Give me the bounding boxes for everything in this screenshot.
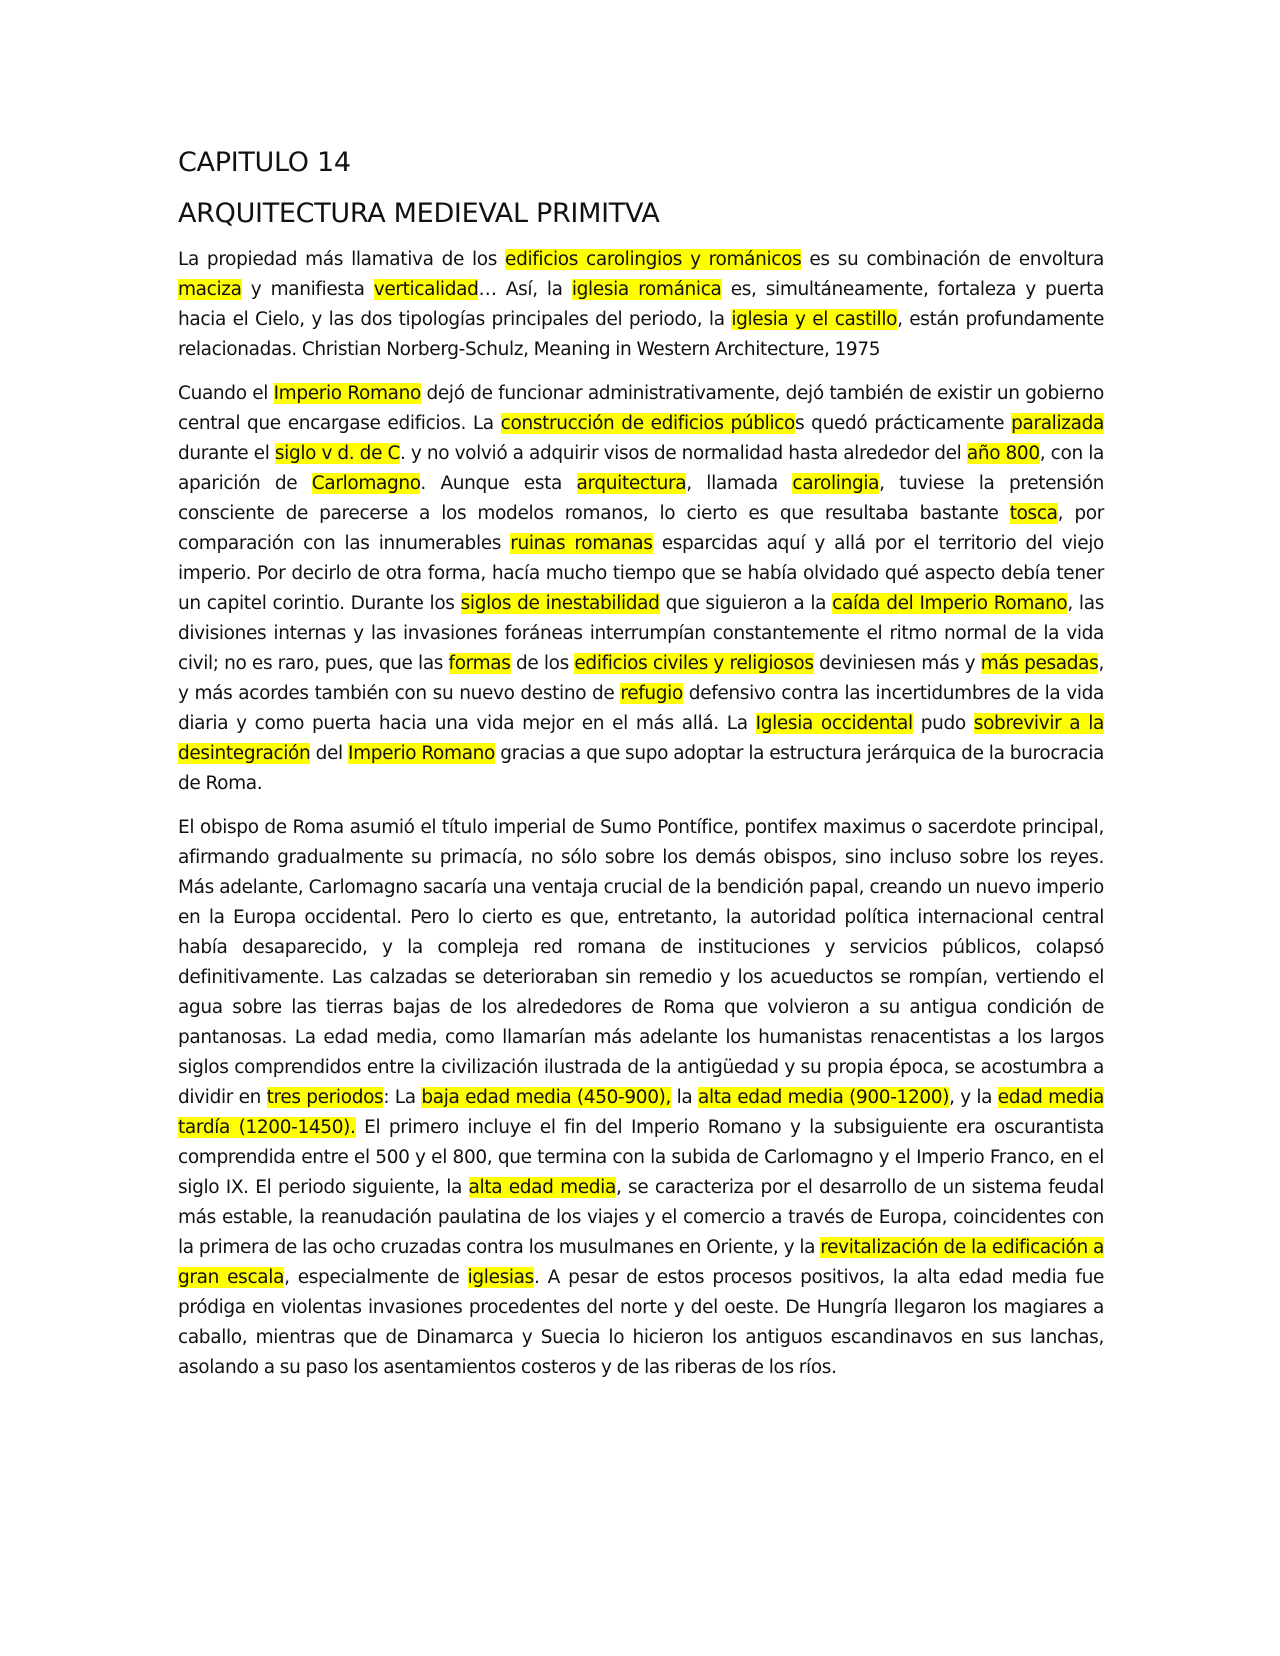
highlighted-text: construcción de edificios público	[500, 413, 796, 435]
text-run: , y más acordes también con su nuevo destino de	[178, 653, 1104, 705]
text-run: , están profundamente relacionadas. Christian Norberg-Schulz, Meaning in Western Architecture, 1975	[178, 309, 1104, 361]
highlighted-text: ruinas romanas	[510, 533, 653, 555]
text-run: El obispo de Roma asumió el título imperial de Sumo Pontífice, pontifex maximus o sacerdote principal, afirmando gradualmente su primacía, no sólo sobre los demás obispos, sino incluso sobre los reyes. Más adelante, Carlomagno sacaría una ventaja crucial de la bendición papal, creando un nuevo imperio en la Europa occidental. Pero lo cierto es que, entretanto, la autoridad política internacional central había desaparecido, y la compleja red romana de instituciones y servicios públicos, colapsó definitivamente. Las calzadas se deterioraban sin remedio y los acueductos se rompían, vertiendo el agua sobre las tierras bajas de los alrededores de Roma que volvieron a su antigua condición de pantanosas. La edad media, como llamarían más adelante los humanistas renacentistas a los largos siglos comprendidos entre la civilización ilustrada de la antigüedad y su propia época, se acostumbra a dividir en	[178, 817, 1104, 1109]
text-run: s quedó prácticamente	[795, 413, 1012, 435]
chapter-heading: CAPITULO 14	[178, 147, 351, 178]
highlighted-text: Imperio Romano	[273, 383, 421, 405]
highlighted-text: iglesia y el castillo	[731, 309, 898, 331]
text-run: . A pesar de estos procesos positivos, la alta edad media fue pródiga en violentas invasiones procedentes del norte y del oeste. De Hungría llegaron los magiares a caballo, mientras que de Dinamarca y Suecia lo hicieron los antiguos escandinavos en sus lanchas, asolando a su paso los asentamientos costeros y de las riberas de los ríos.	[178, 1267, 1105, 1379]
document-body	[178, 245, 1104, 1383]
text-run: y manifiesta	[241, 279, 374, 301]
document-title: ARQUITECTURA MEDIEVAL PRIMITVA	[178, 198, 660, 230]
text-run: , por comparación con las innumerables	[178, 503, 1104, 555]
text-run: dejó de funcionar administrativamente, dejó también de existir un gobierno central que encargase edificios. La	[178, 383, 1104, 435]
text-run: . Aunque esta	[420, 473, 577, 495]
text-run: deviniesen más y	[813, 653, 981, 675]
text-run: durante el	[178, 443, 275, 465]
highlighted-text: tres periodos	[266, 1087, 384, 1109]
highlighted-text: arquitectura	[576, 473, 687, 495]
highlighted-text: revitalización de la edificación a gran escala	[178, 1237, 1104, 1289]
text-run: Cuando el	[178, 383, 274, 405]
body-paragraph	[178, 813, 1104, 1383]
highlighted-text: siglo v d. de C	[274, 443, 401, 465]
highlighted-text: baja edad media (450-900),	[421, 1087, 672, 1109]
highlighted-text: formas	[448, 653, 511, 675]
text-run: , llamada	[686, 473, 793, 495]
highlighted-text: siglos de inestabilidad	[460, 593, 660, 615]
highlighted-text: iglesia románica	[571, 279, 722, 301]
highlighted-text: sobrevivir a la desintegración	[178, 713, 1104, 765]
body-paragraph	[178, 245, 1104, 365]
highlighted-text: alta edad media (900-1200)	[698, 1087, 950, 1109]
text-run: , con la aparición de	[178, 443, 1104, 495]
highlighted-text: año 800	[966, 443, 1040, 465]
text-run: , y la	[949, 1087, 998, 1109]
highlighted-text: Iglesia occidental	[755, 713, 913, 735]
highlighted-text: Imperio Romano	[347, 743, 496, 765]
text-run: La propiedad más llamativa de los	[178, 249, 506, 271]
text-run: la	[671, 1087, 698, 1109]
highlighted-text: caída del Imperio Romano	[832, 593, 1068, 615]
highlighted-text: edad media tardía (1200-1450).	[178, 1087, 1105, 1139]
body-paragraph	[178, 379, 1104, 799]
text-run: : La	[383, 1087, 422, 1109]
text-run: , las divisiones internas y las invasiones foráneas interrumpían constantemente el ritmo normal de la vida civil; no es raro, pues, que las	[178, 593, 1104, 675]
highlighted-text: maciza	[178, 279, 242, 301]
text-run: que siguieron a la	[659, 593, 833, 615]
text-run: esparcidas aquí y allá por el territorio del viejo imperio. Por decirlo de otra forma, hacía mucho tiempo que se había olvidado qué aspecto debía tener un capitel corintio. Durante los	[178, 533, 1104, 615]
text-run: … Así, la	[478, 279, 572, 301]
highlighted-text: más pesadas	[980, 653, 1099, 675]
text-run: El primero incluye el fin del Imperio Romano y la subsiguiente era oscurantista comprendida entre el 500 y el 800, que termina con la subida de Carlomagno y el Imperio Franco, en el siglo IX. El periodo siguiente, la	[178, 1117, 1104, 1199]
text-run: , tuviese la pretensión consciente de parecerse a los modelos romanos, lo cierto es que resultaba bastante	[178, 473, 1104, 525]
highlighted-text: tosca	[1009, 503, 1058, 525]
text-run: del	[310, 743, 348, 765]
text-run: gracias a que supo adoptar la estructura jerárquica de la burocracia de Roma.	[178, 743, 1104, 795]
text-run: , especialmente de	[284, 1267, 468, 1289]
highlighted-text: iglesias	[467, 1267, 534, 1289]
text-run: es, simultáneamente, fortaleza y puerta hacia el Cielo, y las dos tipologías principales del periodo, la	[178, 279, 1104, 331]
highlighted-text: alta edad media	[468, 1177, 616, 1199]
highlighted-text: edificios civiles y religiosos	[574, 653, 814, 675]
text-run: , se caracteriza por el desarrollo de un sistema feudal más estable, la reanudación paulatina de los viajes y el comercio a través de Europa, coincidentes con la primera de las ocho cruzadas contra los musulmanes en Oriente, y la	[178, 1177, 1105, 1259]
document-page	[178, 145, 1104, 1397]
text-run: . y no volvió a adquirir visos de normalidad hasta alrededor del	[400, 443, 967, 465]
text-run: de los	[510, 653, 575, 675]
highlighted-text: paralizada	[1011, 413, 1104, 435]
text-run: es su combinación de envoltura	[801, 249, 1105, 271]
text-run: defensivo contra las incertidumbres de la vida diaria y como puerta hacia una vida mejor en el más allá. La	[178, 683, 1104, 735]
highlighted-text: edificios carolingios y románicos	[505, 249, 802, 271]
highlighted-text: carolingia	[792, 473, 880, 495]
highlighted-text: refugio	[620, 683, 683, 705]
text-run: pudo	[912, 713, 974, 735]
highlighted-text: verticalidad	[373, 279, 479, 301]
highlighted-text: Carlomagno	[311, 473, 421, 495]
